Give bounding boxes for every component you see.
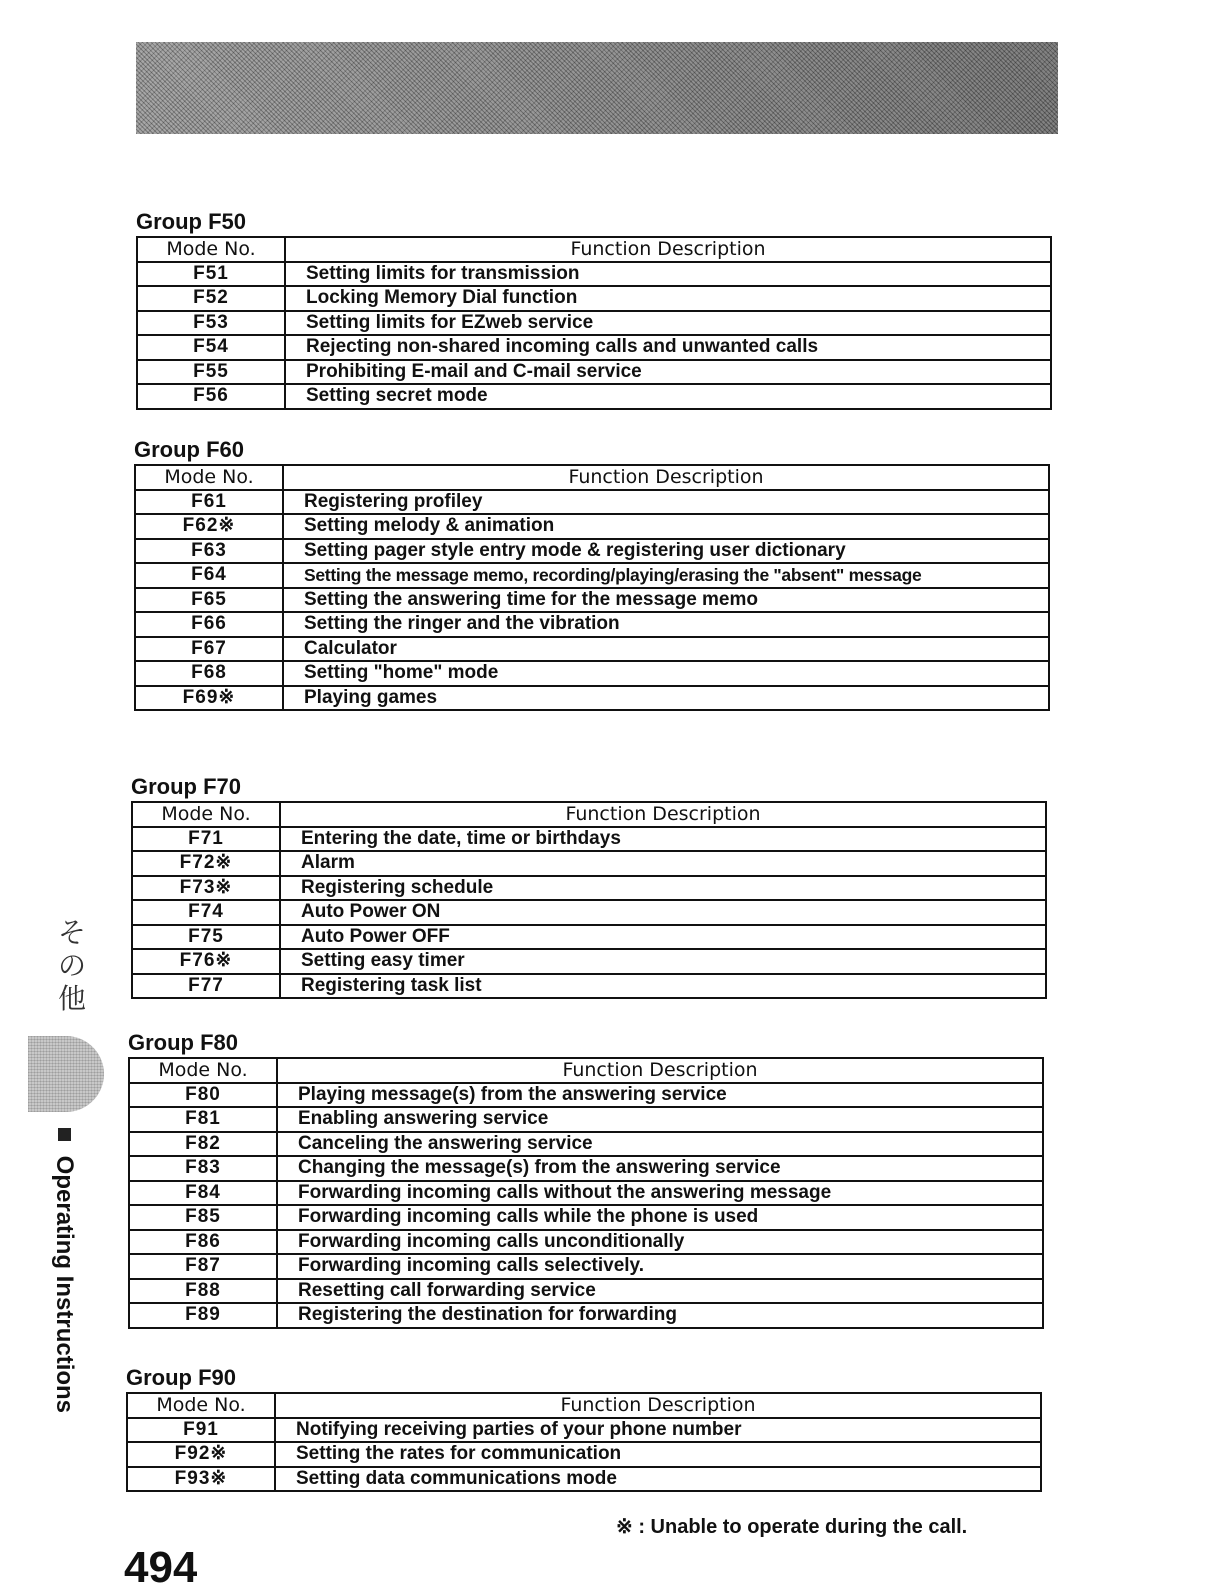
mode-cell: F84 bbox=[129, 1181, 277, 1206]
description-cell: Setting limits for EZweb service bbox=[285, 311, 1051, 336]
header-mode: Mode No. bbox=[127, 1393, 275, 1418]
description-cell: Forwarding incoming calls unconditionally bbox=[277, 1230, 1043, 1255]
table-row bbox=[127, 1442, 1041, 1467]
header-description: Function Description bbox=[275, 1393, 1041, 1418]
table-row bbox=[137, 286, 1051, 311]
description-cell: Setting pager style entry mode & registering user dictionary bbox=[283, 539, 1049, 564]
description-cell: Setting the message memo, recording/playing/erasing the "absent" message bbox=[283, 563, 1049, 588]
description-cell: Setting the rates for communication bbox=[275, 1442, 1041, 1467]
group-f90 bbox=[126, 1364, 1042, 1492]
mode-cell: F72※ bbox=[132, 851, 280, 876]
page-number: 494 bbox=[124, 1546, 198, 1584]
square-bullet-icon bbox=[58, 1128, 71, 1141]
table-row bbox=[137, 384, 1051, 409]
mode-cell: F68 bbox=[135, 661, 283, 686]
description-cell: Rejecting non-shared incoming calls and unwanted calls bbox=[285, 335, 1051, 360]
description-cell: Forwarding incoming calls while the phone is used bbox=[277, 1205, 1043, 1230]
header-description: Function Description bbox=[285, 237, 1051, 262]
table-row bbox=[132, 827, 1046, 852]
mode-cell: F52 bbox=[137, 286, 285, 311]
table-row bbox=[135, 563, 1049, 588]
description-cell: Registering the destination for forwarding bbox=[277, 1303, 1043, 1328]
mode-cell: F75 bbox=[132, 925, 280, 950]
description-cell: Setting the answering time for the message memo bbox=[283, 588, 1049, 613]
mode-cell: F74 bbox=[132, 900, 280, 925]
side-tab-label-text: Operating Instructions bbox=[51, 1155, 78, 1414]
table-row bbox=[129, 1132, 1043, 1157]
function-table bbox=[128, 1057, 1044, 1329]
table-row bbox=[129, 1279, 1043, 1304]
table-row bbox=[129, 1254, 1043, 1279]
description-cell: Registering profiley bbox=[283, 490, 1049, 515]
mode-cell: F64 bbox=[135, 563, 283, 588]
table-header-row bbox=[129, 1058, 1043, 1083]
table-row bbox=[132, 925, 1046, 950]
side-tab-label bbox=[48, 1128, 80, 1438]
header-mode: Mode No. bbox=[137, 237, 285, 262]
header-description: Function Description bbox=[277, 1058, 1043, 1083]
group-f50 bbox=[136, 208, 1052, 410]
description-cell: Forwarding incoming calls selectively. bbox=[277, 1254, 1043, 1279]
side-tab-marker bbox=[28, 1036, 104, 1112]
table-row bbox=[135, 514, 1049, 539]
mode-cell: F67 bbox=[135, 637, 283, 662]
header-band bbox=[136, 42, 1058, 134]
description-cell: Setting "home" mode bbox=[283, 661, 1049, 686]
table-row bbox=[127, 1467, 1041, 1492]
mode-cell: F56 bbox=[137, 384, 285, 409]
table-row bbox=[137, 335, 1051, 360]
table-row bbox=[129, 1303, 1043, 1328]
table-row bbox=[135, 637, 1049, 662]
description-cell: Enabling answering service bbox=[277, 1107, 1043, 1132]
side-tab-char: 他 bbox=[57, 982, 86, 1015]
side-tab-char: の bbox=[57, 949, 86, 982]
table-row bbox=[129, 1107, 1043, 1132]
function-table bbox=[134, 464, 1050, 711]
side-tab-char: そ bbox=[57, 916, 86, 949]
group-title: Group F70 bbox=[131, 774, 242, 799]
table-row bbox=[127, 1418, 1041, 1443]
description-cell: Setting melody & animation bbox=[283, 514, 1049, 539]
mode-cell: F53 bbox=[137, 311, 285, 336]
description-cell: Registering schedule bbox=[280, 876, 1046, 901]
description-cell: Auto Power OFF bbox=[280, 925, 1046, 950]
table-row bbox=[135, 588, 1049, 613]
mode-cell: F81 bbox=[129, 1107, 277, 1132]
mode-cell: F92※ bbox=[127, 1442, 275, 1467]
group-f80 bbox=[128, 1029, 1044, 1329]
table-row bbox=[132, 876, 1046, 901]
description-cell: Alarm bbox=[280, 851, 1046, 876]
description-cell: Canceling the answering service bbox=[277, 1132, 1043, 1157]
description-cell: Locking Memory Dial function bbox=[285, 286, 1051, 311]
mode-cell: F93※ bbox=[127, 1467, 275, 1492]
table-row bbox=[135, 686, 1049, 711]
mode-cell: F55 bbox=[137, 360, 285, 385]
header-description: Function Description bbox=[283, 465, 1049, 490]
mode-cell: F65 bbox=[135, 588, 283, 613]
mode-cell: F87 bbox=[129, 1254, 277, 1279]
mode-cell: F77 bbox=[132, 974, 280, 999]
group-title: Group F90 bbox=[126, 1365, 237, 1390]
mode-cell: F83 bbox=[129, 1156, 277, 1181]
function-table bbox=[131, 801, 1047, 999]
table-header-row bbox=[132, 802, 1046, 827]
group-title: Group F80 bbox=[128, 1030, 239, 1055]
side-tab-japanese bbox=[54, 916, 90, 1015]
mode-cell: F63 bbox=[135, 539, 283, 564]
description-cell: Auto Power ON bbox=[280, 900, 1046, 925]
description-cell: Playing message(s) from the answering service bbox=[277, 1083, 1043, 1108]
description-cell: Calculator bbox=[283, 637, 1049, 662]
mode-cell: F86 bbox=[129, 1230, 277, 1255]
mode-cell: F54 bbox=[137, 335, 285, 360]
table-row bbox=[129, 1083, 1043, 1108]
table-header-row bbox=[137, 237, 1051, 262]
table-row bbox=[132, 851, 1046, 876]
mode-cell: F76※ bbox=[132, 949, 280, 974]
function-table bbox=[136, 236, 1052, 410]
table-row bbox=[129, 1205, 1043, 1230]
description-cell: Entering the date, time or birthdays bbox=[280, 827, 1046, 852]
function-table bbox=[126, 1392, 1042, 1492]
mode-cell: F62※ bbox=[135, 514, 283, 539]
table-row bbox=[132, 949, 1046, 974]
header-description: Function Description bbox=[280, 802, 1046, 827]
mode-cell: F51 bbox=[137, 262, 285, 287]
mode-cell: F71 bbox=[132, 827, 280, 852]
table-header-row bbox=[135, 465, 1049, 490]
mode-cell: F82 bbox=[129, 1132, 277, 1157]
table-row bbox=[137, 360, 1051, 385]
header-mode: Mode No. bbox=[135, 465, 283, 490]
table-row bbox=[129, 1230, 1043, 1255]
description-cell: Playing games bbox=[283, 686, 1049, 711]
mode-cell: F73※ bbox=[132, 876, 280, 901]
group-f60 bbox=[134, 436, 1050, 711]
description-cell: Setting limits for transmission bbox=[285, 262, 1051, 287]
table-row bbox=[129, 1156, 1043, 1181]
description-cell: Notifying receiving parties of your phone number bbox=[275, 1418, 1041, 1443]
group-title: Group F60 bbox=[134, 437, 245, 462]
group-title: Group F50 bbox=[136, 209, 247, 234]
description-cell: Forwarding incoming calls without the answering message bbox=[277, 1181, 1043, 1206]
table-row bbox=[137, 311, 1051, 336]
mode-cell: F69※ bbox=[135, 686, 283, 711]
mode-cell: F91 bbox=[127, 1418, 275, 1443]
table-row bbox=[129, 1181, 1043, 1206]
mode-cell: F80 bbox=[129, 1083, 277, 1108]
mode-cell: F85 bbox=[129, 1205, 277, 1230]
group-f70 bbox=[131, 773, 1047, 999]
description-cell: Changing the message(s) from the answering service bbox=[277, 1156, 1043, 1181]
description-cell: Registering task list bbox=[280, 974, 1046, 999]
table-header-row bbox=[127, 1393, 1041, 1418]
table-row bbox=[137, 262, 1051, 287]
table-row bbox=[135, 490, 1049, 515]
description-cell: Setting the ringer and the vibration bbox=[283, 612, 1049, 637]
header-mode: Mode No. bbox=[132, 802, 280, 827]
description-cell: Setting secret mode bbox=[285, 384, 1051, 409]
table-row bbox=[132, 974, 1046, 999]
description-cell: Setting easy timer bbox=[280, 949, 1046, 974]
footnote: ※ : Unable to operate during the call. bbox=[616, 1516, 968, 1538]
description-cell: Prohibiting E-mail and C-mail service bbox=[285, 360, 1051, 385]
description-cell: Setting data communications mode bbox=[275, 1467, 1041, 1492]
table-row bbox=[135, 661, 1049, 686]
description-cell: Resetting call forwarding service bbox=[277, 1279, 1043, 1304]
table-row bbox=[135, 612, 1049, 637]
table-row bbox=[135, 539, 1049, 564]
mode-cell: F61 bbox=[135, 490, 283, 515]
header-mode: Mode No. bbox=[129, 1058, 277, 1083]
mode-cell: F89 bbox=[129, 1303, 277, 1328]
table-row bbox=[132, 900, 1046, 925]
mode-cell: F88 bbox=[129, 1279, 277, 1304]
mode-cell: F66 bbox=[135, 612, 283, 637]
